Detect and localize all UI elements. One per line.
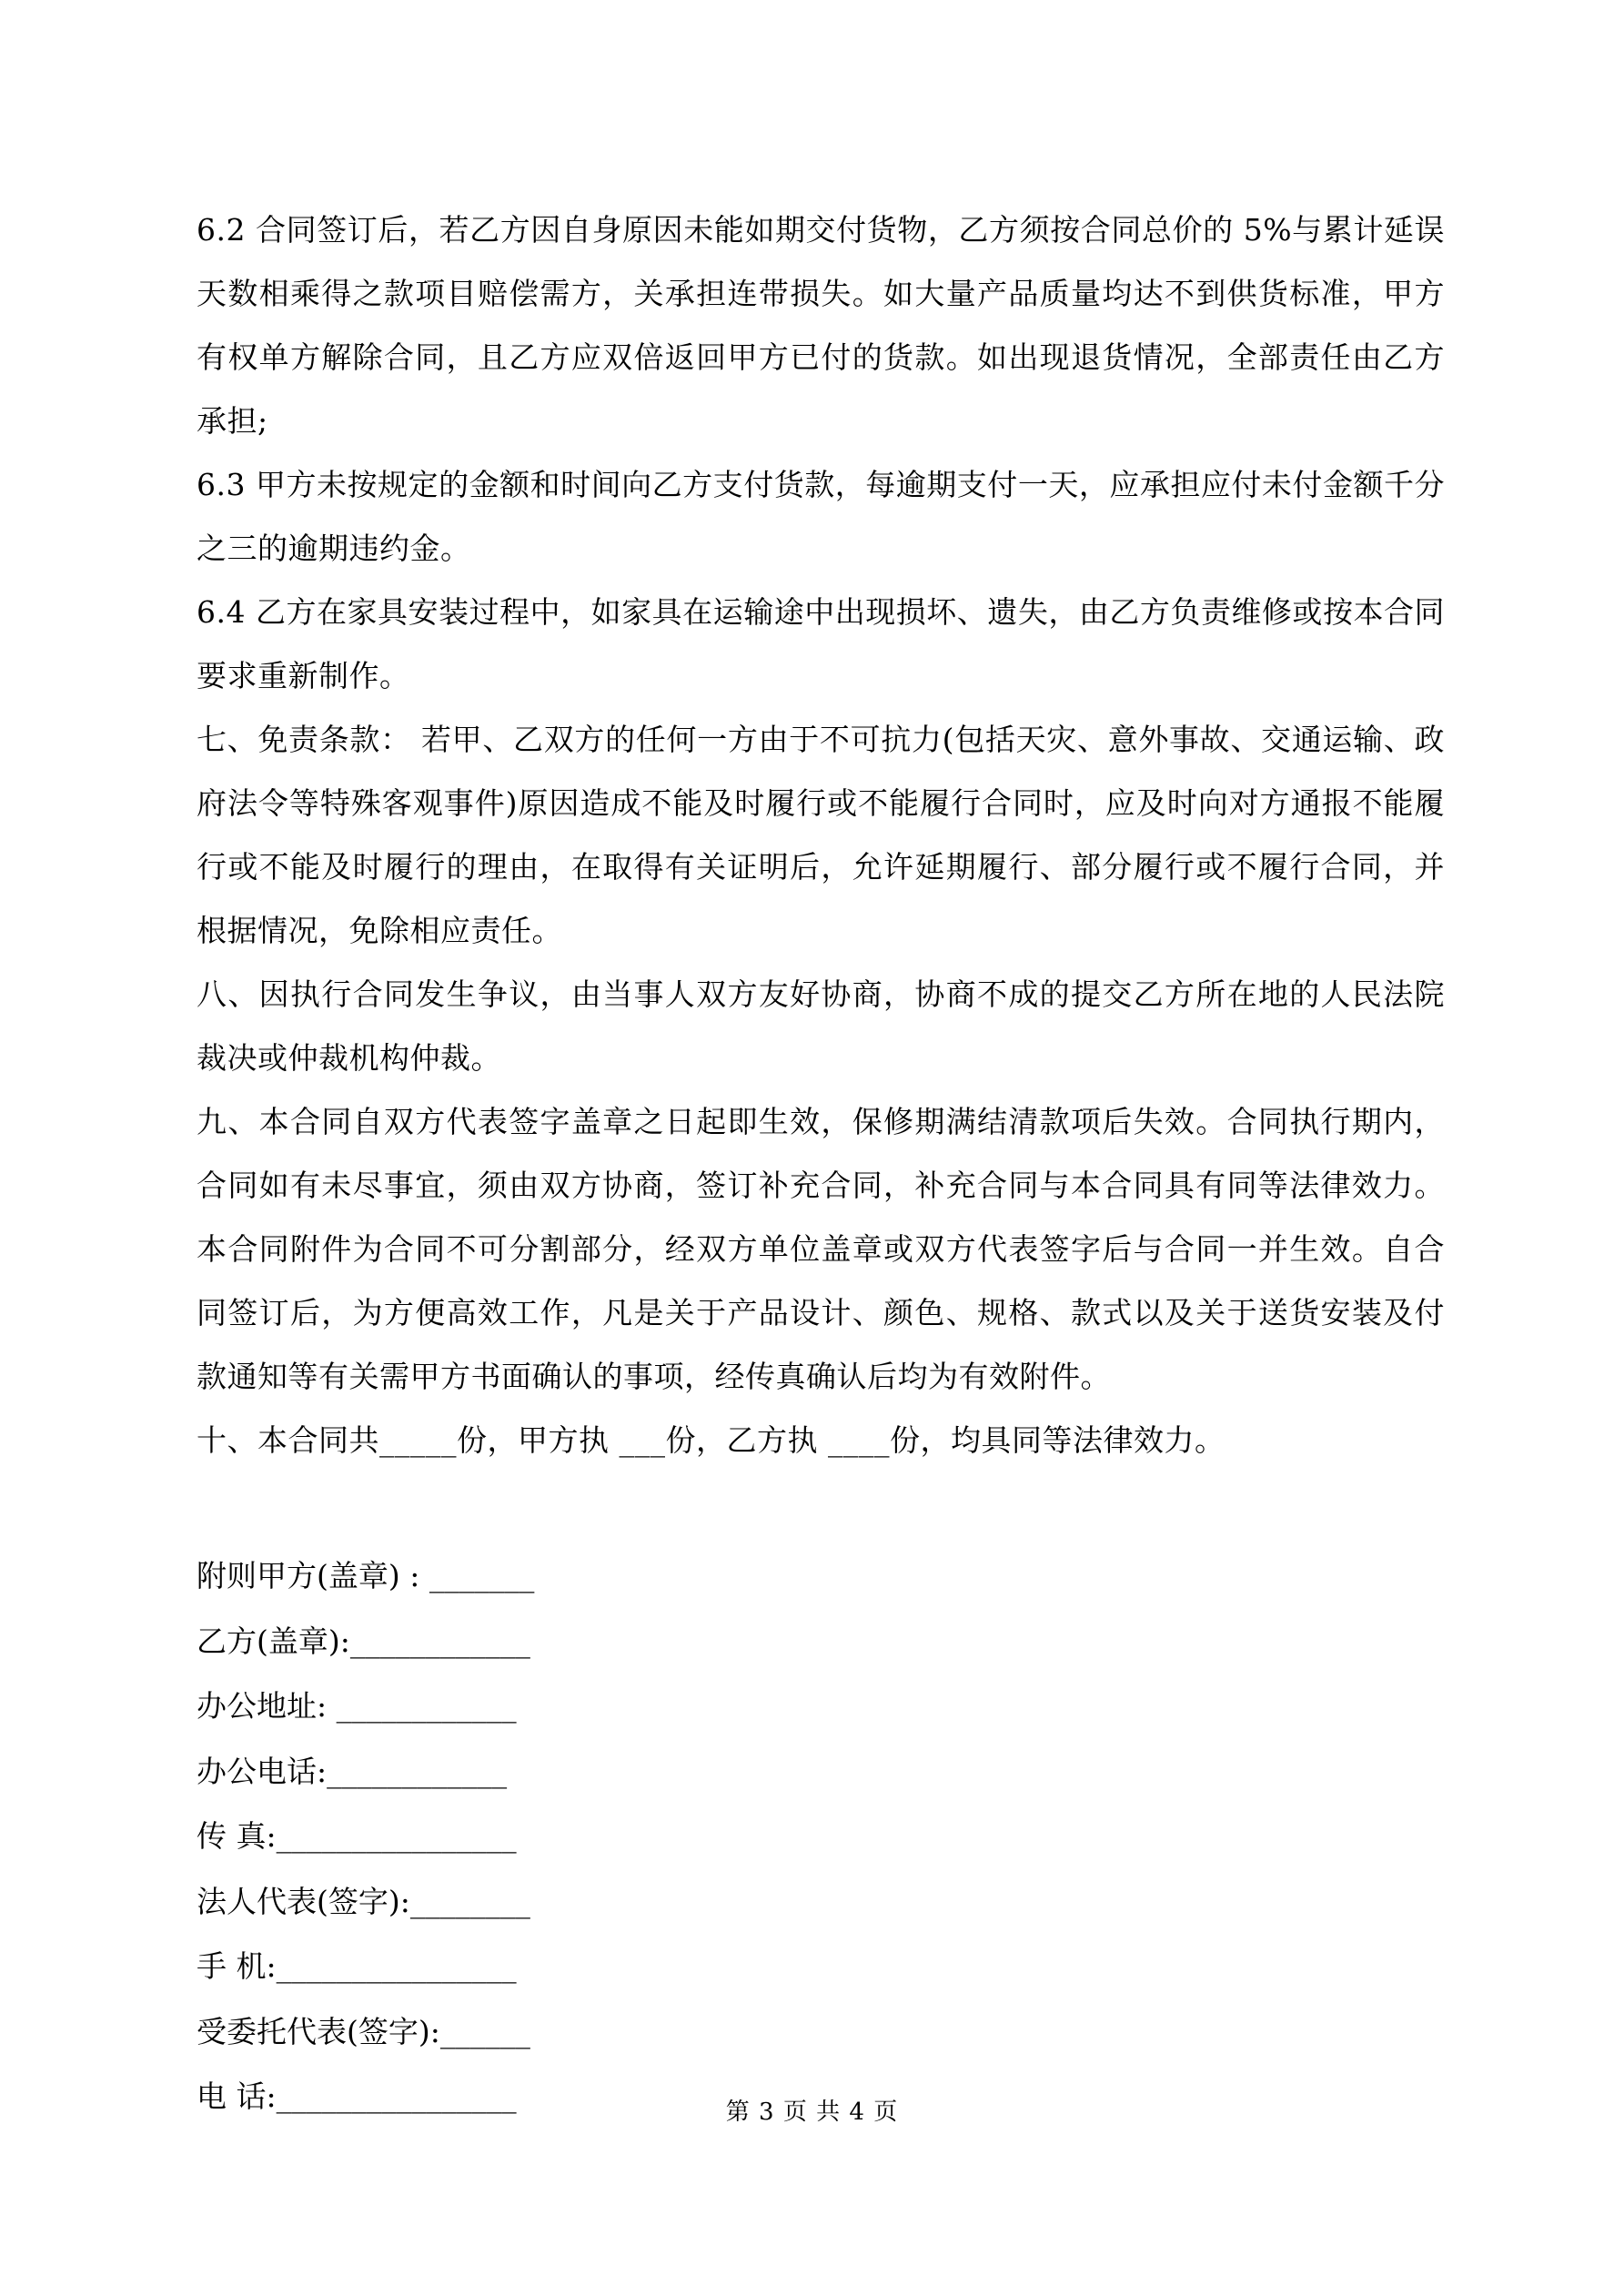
office-phone-field: 办公电话:____________ [197,1753,508,1789]
clause-8-dispute: 八、因执行合同发生争议，由当事人双方友好协商，协商不成的提交乙方所在地的人民法院裁决或仲裁机构仲裁。 [197,976,1445,1076]
clause-9-effectiveness: 九、本合同自双方代表签字盖章之日起即生效，保修期满结清款项后失效。合同执行期内，合同如有未尽事宜，须由双方协商，签订补充合同，补充合同与本合同具有同等法律效力。本合同附件为合同不可分割部分，经双方单位盖章或双方代表签字后与合同一并生效。自合同签订后，为方便高效工作，凡是关于产品设计、颜色、规格、款式以及关于送货安装及付款通知等有关需甲方书面确认的事项，经传真确认后均为有效附件。 [197,1104,1445,1394]
authorized-representative-field: 受委托代表(签字):______ [197,2013,530,2049]
legal-representative-field: 法人代表(签字):________ [197,1883,530,1919]
party-a-seal-field: 附则甲方(盖章) : _______ [197,1558,535,1593]
clause-6-4: 6.4 乙方在家具安装过程中，如家具在运输途中出现损坏、遗失，由乙方负责维修或按本合同要求重新制作。 [197,594,1445,693]
clause-10-copies: 十、本合同共_____份，甲方执 ___份，乙方执 ____份，均具同等法律效力。 [197,1422,1226,1458]
mobile-field: 手 机:________________ [197,1948,517,1984]
office-address-field: 办公地址: ____________ [197,1688,517,1724]
party-b-seal-field: 乙方(盖章):____________ [197,1623,530,1659]
clause-7-exemption: 七、免责条款： 若甲、乙双方的任何一方由于不可抗力(包括天灾、意外事故、交通运输、政府法令等特殊客观事件)原因造成不能及时履行或不能履行合同时，应及时向对方通报不能履行或不能及时履行的理由，在取得有关证明后，允许延期履行、部分履行或不履行合同，并根据情况，免除相应责任。 [197,722,1445,948]
clause-6-2: 6.2 合同签订后，若乙方因自身原因未能如期交付货物，乙方须按合同总价的 5%与累计延误天数相乘得之款项目赔偿需方，关承担连带损失。如大量产品质量均达不到供货标准，甲方有权单方解除合同，且乙方应双倍返回甲方已付的货款。如出现退货情况，全部责任由乙方承担; [197,212,1446,439]
page-number-footer: 第 3 页 共 4 页 [725,2099,899,2126]
telephone-field: 电 话:________________ [197,2079,517,2114]
clause-6-3: 6.3 甲方未按规定的金额和时间向乙方支付货款，每逾期支付一天，应承担应付未付金额千分之三的逾期违约金。 [197,467,1445,566]
signature-block [197,1543,1106,2129]
fax-field: 传 真:________________ [197,1818,517,1854]
contract-body [197,198,1445,1472]
